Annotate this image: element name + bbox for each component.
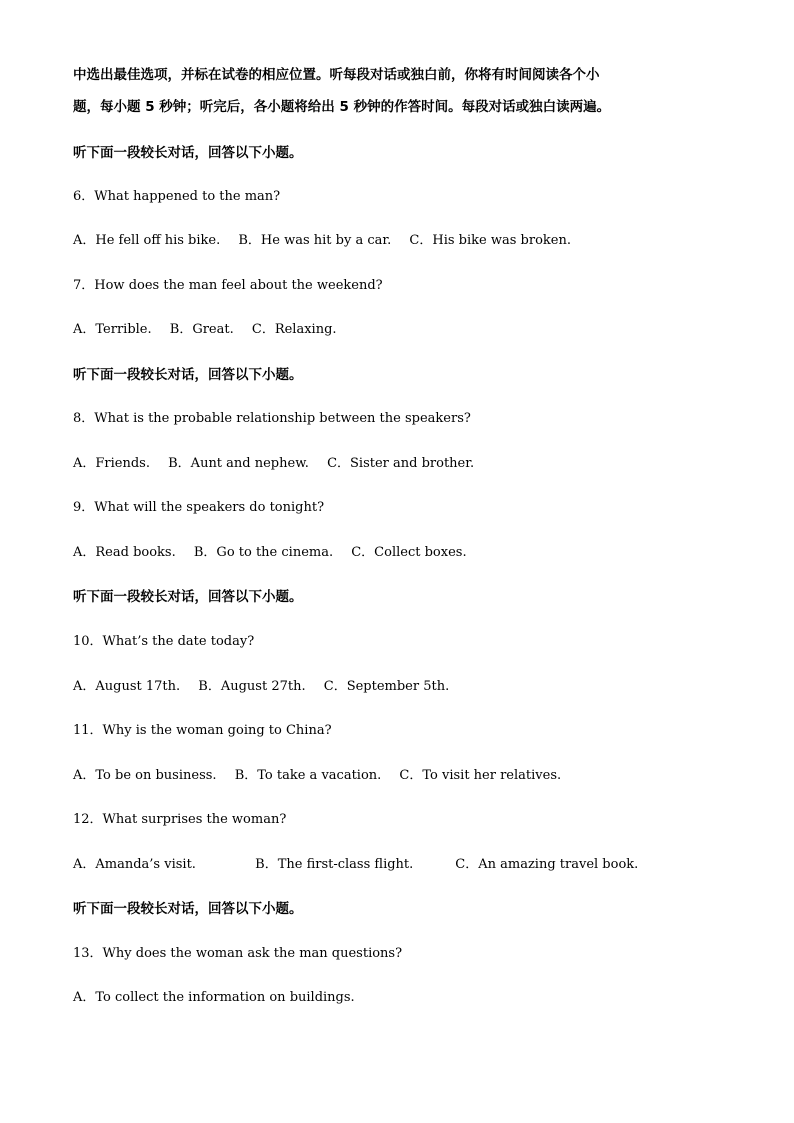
- option-a: A．To collect the information on buildings.: [73, 990, 355, 1005]
- option-a: A．To be on business.: [73, 768, 217, 783]
- option-a: A．Friends.: [73, 456, 150, 471]
- question-options: [73, 455, 474, 473]
- question-options: [73, 321, 337, 339]
- question-stem: 11．Why is the woman going to China?: [73, 723, 332, 738]
- option-c: C．September 5th.: [323, 679, 450, 694]
- question-options: [73, 678, 449, 696]
- option-c: C．To visit her relatives.: [399, 768, 562, 783]
- question-options: [73, 989, 355, 1007]
- option-c: C．Sister and brother.: [327, 456, 475, 471]
- instruction-line-2: 题，每小题 5 秒钟；听完后，各小题将给出 5 秒钟的作答时间。每段对话或独白读两遍。: [73, 99, 611, 115]
- option-b: B．Great.: [169, 322, 234, 337]
- option-b: B．He was hit by a car.: [238, 233, 392, 248]
- option-a: A．Amanda’s visit.: [73, 857, 196, 872]
- section-heading: 听下面一段较长对话，回答以下小题。: [73, 589, 303, 605]
- question-stem: 6．What happened to the man?: [73, 189, 281, 204]
- section-heading: 听下面一段较长对话，回答以下小题。: [73, 367, 303, 383]
- option-b: B．The first-class flight.: [255, 857, 414, 872]
- option-c: C．His bike was broken.: [409, 233, 571, 248]
- option-a: A．Read books.: [73, 545, 176, 560]
- question-options: [73, 232, 571, 250]
- instruction-line-1: 中选出最佳选项，并标在试卷的相应位置。听每段对话或独白前，你将有时间阅读各个小: [73, 67, 600, 83]
- option-a: A．August 17th.: [73, 679, 181, 694]
- option-a: A．Terrible.: [73, 322, 152, 337]
- question-stem: 10．What’s the date today?: [73, 634, 255, 649]
- option-b: B．August 27th.: [198, 679, 306, 694]
- section-heading: 听下面一段较长对话，回答以下小题。: [73, 145, 303, 161]
- option-c: C．Collect boxes.: [351, 545, 467, 560]
- option-b: B．To take a vacation.: [234, 768, 382, 783]
- option-c: C．Relaxing.: [251, 322, 337, 337]
- question-stem: 9．What will the speakers do tonight?: [73, 500, 325, 515]
- option-b: B．Aunt and nephew.: [168, 456, 309, 471]
- option-a: A．He fell off his bike.: [73, 233, 221, 248]
- question-options: [73, 767, 561, 785]
- option-b: B．Go to the cinema.: [193, 545, 334, 560]
- question-stem: 7．How does the man feel about the weekend?: [73, 278, 383, 293]
- question-options: [73, 856, 638, 874]
- question-stem: 12．What surprises the woman?: [73, 812, 287, 827]
- section-heading: 听下面一段较长对话，回答以下小题。: [73, 901, 303, 917]
- option-c: C．An amazing travel book.: [455, 857, 639, 872]
- question-options: [73, 544, 467, 562]
- question-stem: 8．What is the probable relationship between the speakers?: [73, 411, 471, 426]
- question-stem: 13．Why does the woman ask the man questions?: [73, 946, 403, 961]
